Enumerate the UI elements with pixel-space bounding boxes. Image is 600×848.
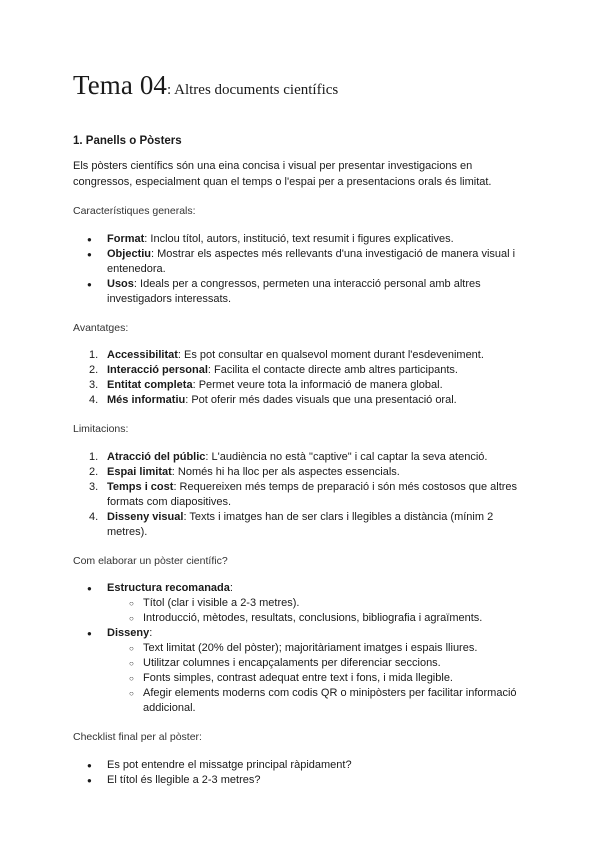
limitations-list [73, 450, 528, 540]
section-heading: 1. Panells o Pòsters [73, 135, 182, 147]
sublist-item: ○ Utilitzar columnes i encapçalaments per diferenciar seccions. [73, 656, 528, 671]
checklist-list [73, 758, 528, 788]
list-item [73, 465, 528, 480]
general-characteristics-list [73, 232, 528, 307]
item-term: Estructura recomanada [107, 582, 230, 594]
item-text: : L'audiència no està "captive" i cal captar la seva atenció. [205, 450, 488, 463]
list-item [73, 378, 528, 393]
sublist-item: ○ Afegir elements moderns com codis QR o minipòsters per facilitar informació addicional. [73, 686, 528, 716]
advantages-label: Avantatges: [73, 321, 129, 334]
item-term: Espai limitat [107, 465, 172, 478]
list-item [73, 626, 528, 716]
list-item [73, 348, 528, 363]
sublist-item: ○ Introducció, mètodes, resultats, conclusions, bibliografia i agraïments. [73, 611, 528, 626]
item-text: : Pot oferir més dades visuals que una presentació oral. [185, 394, 457, 406]
item-term: Disseny visual [107, 510, 184, 523]
item-text: : Texts i imatges han de ser clars i llegibles a distància (mínim 2 metres). [107, 510, 494, 538]
list-item [73, 510, 528, 540]
list-item [73, 450, 528, 465]
advantages-list [73, 348, 528, 408]
item-term: Accessibilitat [107, 349, 178, 361]
page-title [73, 72, 528, 99]
item-term: Atracció del públic [107, 450, 206, 463]
item-number: 4. [89, 394, 99, 406]
sublist-item: ○ Text limitat (20% del pòster); majoritàriament imatges i espais lliures. [73, 641, 528, 656]
list-item [73, 363, 528, 378]
item-term: Disseny [107, 627, 150, 639]
item-term: Format [107, 232, 145, 245]
item-text: : Ideals per a congressos, permeten una interacció personal amb altres investigadors interessats. [107, 277, 481, 305]
list-item [73, 581, 528, 626]
item-text: : Facilita el contacte directe amb altres participants. [207, 364, 458, 376]
sublist-item: ○ Fonts simples, contrast adequat entre text i fons, i mida llegible. [73, 671, 528, 686]
list-item: ● El títol és llegible a 2-3 metres? [73, 773, 528, 788]
item-text: : Permet veure tota la informació de manera global. [192, 379, 443, 391]
limitations-label: Limitacions: [73, 423, 129, 435]
item-term: Més informatiu [107, 394, 186, 406]
item-text: : Inclou títol, autors, institució, text resumit i figures explicatives. [144, 232, 454, 245]
title-subtitle: : Altres documents científics [167, 82, 339, 98]
item-text: : [229, 582, 233, 594]
item-number: 1. [89, 349, 99, 361]
item-text: : Requereixen més temps de preparació i són més costosos que altres formats com diapositives. [107, 480, 518, 508]
item-number: 1. [89, 450, 99, 463]
checklist-label: Checklist final per al pòster: [73, 731, 202, 743]
list-item [73, 393, 528, 408]
item-text: : Només hi ha lloc per als aspectes essencials. [171, 465, 400, 478]
item-text: : Mostrar els aspectes més rellevants d'una investigació de manera visual i entenedora. [107, 247, 516, 275]
item-number: 3. [89, 379, 99, 391]
design-sublist [107, 641, 528, 716]
item-text: : Es pot consultar en qualsevol moment durant l'esdeveniment. [177, 349, 484, 361]
item-text: : [149, 627, 153, 639]
structure-sublist [107, 596, 528, 626]
list-item [73, 247, 528, 277]
item-term: Interacció personal [107, 364, 208, 376]
general-characteristics-label: Característiques generals: [73, 205, 196, 217]
list-item [73, 232, 528, 247]
list-item: ● Es pot entendre el missatge principal ràpidament? [73, 758, 528, 773]
item-term: Entitat completa [107, 379, 193, 391]
item-term: Temps i cost [107, 480, 174, 493]
how-to-label: Com elaborar un pòster científic? [73, 554, 228, 567]
list-item [73, 277, 528, 307]
sublist-item: ○ Títol (clar i visible a 2-3 metres). [73, 596, 528, 611]
item-number: 3. [89, 480, 99, 493]
intro-paragraph: Els pòsters científics són una eina concisa i visual per presentar investigacions en congressos, especialment quan el temps o l'espai per a presentacions orals és limitat. [73, 160, 492, 188]
how-to-list [73, 581, 528, 716]
list-item [73, 480, 528, 510]
item-number: 4. [89, 510, 99, 523]
title-main: Tema 04 [73, 70, 168, 100]
item-term: Objectiu [107, 247, 152, 260]
item-number: 2. [89, 465, 99, 478]
item-number: 2. [89, 364, 99, 376]
item-term: Usos [107, 277, 134, 290]
